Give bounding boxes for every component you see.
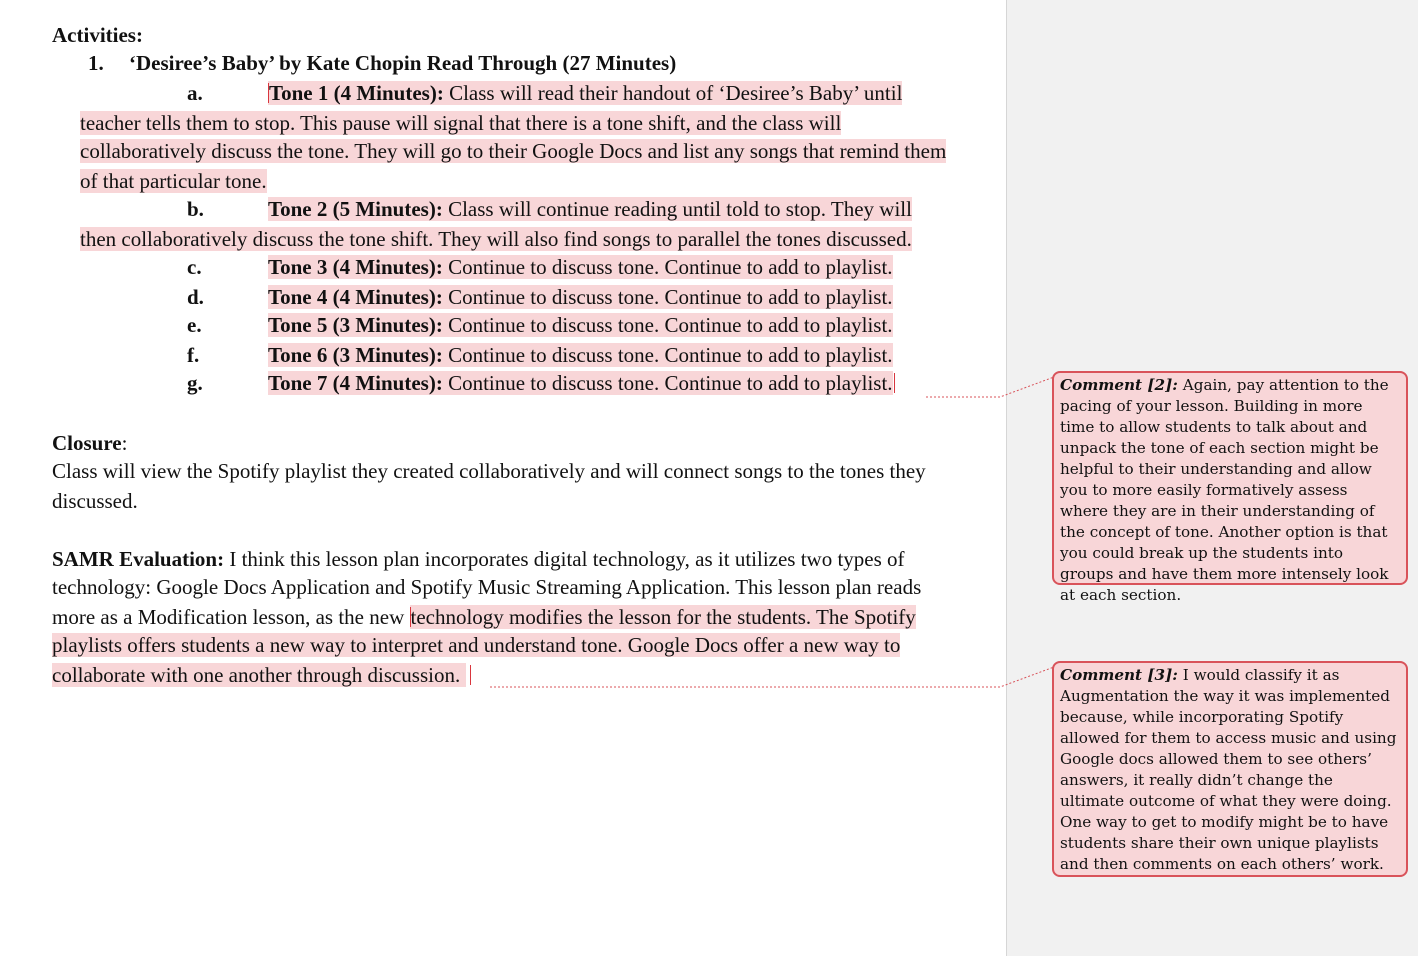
comment-2-text: Again, pay attention to the pacing of your lesson. Building in more time to allow students to talk about and unpack the tone of each section might be helpful to their understanding and allow you to more easily formatively assess where they are in their understanding of the concept of tone. Another option is that you could break up the students into groups and have them more intensely look at each section.	[1060, 376, 1389, 604]
samr-text: technology: Google Docs Application and Spotify Music Streaming Application. This lesson plan reads	[52, 575, 922, 599]
tone-letter: f.	[187, 343, 200, 367]
activities-heading: Activities:	[52, 23, 143, 47]
comment-3-box[interactable]	[1052, 661, 1408, 877]
samr-heading: SAMR Evaluation:	[52, 547, 225, 571]
closure-text: Class will view the Spotify playlist they created collaboratively and will connect songs to the tones they	[52, 459, 926, 483]
tone-letter: e.	[187, 313, 202, 337]
samr-text: playlists offers students a new way to interpret and understand tone. Google Docs offer a new way to	[52, 633, 901, 657]
item-title: ‘Desiree’s Baby’ by Kate Chopin Read Through (27 Minutes)	[129, 51, 677, 75]
tone-1-cont: collaboratively discuss the tone. They will go to their Google Docs and list any songs that remind them	[80, 139, 947, 163]
tone-letter: a.	[187, 81, 203, 105]
comment-2-anchor[interactable]	[894, 373, 895, 393]
tone-2-line: Tone 2 (5 Minutes): Class will continue reading until told to stop. They will	[268, 197, 912, 221]
item-number: 1.	[88, 51, 104, 75]
samr-paragraph: SAMR Evaluation: I think this lesson plan incorporates digital technology, as it utilizes two types of	[52, 547, 905, 571]
closure-text: discussed.	[52, 489, 138, 513]
comment-3-text: I would classify it as Augmentation the way it was implemented because, while incorporating Spotify allowed for them to access music and using Google docs allowed them to see others’ answers, it really didn’t change the ultimate outcome of what they were doing. One way to get to modify might be to have students share their own unique playlists and then comments on each others’ work.	[1060, 666, 1397, 873]
tone-2-cont: then collaboratively discuss the tone shift. They will also find songs to parallel the tones discussed.	[80, 227, 912, 251]
comment-3-anchor[interactable]	[470, 665, 471, 685]
tone-5-line: Tone 5 (3 Minutes): Continue to discuss tone. Continue to add to playlist.	[268, 313, 893, 337]
tone-1-line: Tone 1 (4 Minutes): Class will read their handout of ‘Desiree’s Baby’ until	[269, 81, 903, 105]
comment-2-label: Comment [2]:	[1060, 376, 1178, 394]
samr-text: collaborate with one another through discussion.	[52, 661, 472, 689]
tone-3-line: Tone 3 (4 Minutes): Continue to discuss tone. Continue to add to playlist.	[268, 255, 893, 279]
samr-text: more as a Modification lesson, as the new technology modifies the lesson for the students. The Spotify	[52, 605, 916, 629]
tone-4-line: Tone 4 (4 Minutes): Continue to discuss tone. Continue to add to playlist.	[268, 285, 893, 309]
tone-6-line: Tone 6 (3 Minutes): Continue to discuss tone. Continue to add to playlist.	[268, 343, 893, 367]
comment-2-box[interactable]	[1052, 371, 1408, 604]
tone-7-line: Tone 7 (4 Minutes): Continue to discuss tone. Continue to add to playlist.	[268, 371, 893, 395]
tone-1-cont: of that particular tone.	[80, 169, 267, 193]
comment-3-label: Comment [3]:	[1060, 666, 1178, 684]
closure-heading: Closure:	[52, 431, 128, 455]
tone-letter: c.	[187, 255, 202, 279]
tone-1-cont: teacher tells them to stop. This pause will signal that there is a tone shift, and the class will	[80, 111, 842, 135]
tone-letter: g.	[187, 371, 203, 395]
tone-letter: d.	[187, 285, 204, 309]
activity-item-1	[88, 49, 676, 77]
tone-letter: b.	[187, 197, 204, 221]
